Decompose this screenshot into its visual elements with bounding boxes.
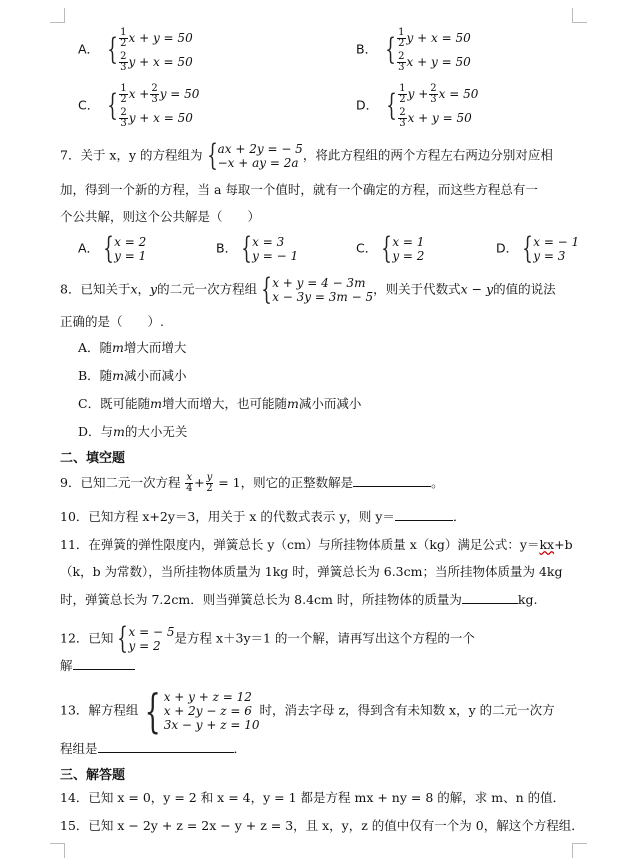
question-14: 14．已知 x = 0，y = 2 和 x = 4，y = 1 都是方程 mx + ny = 8 的解，求 m、n 的值． [60, 790, 566, 805]
question-11-line-3: 时，弹簧总长为 7.2cm．则当弹簧总长为 8.4cm 时，所挂物体的质量为 kg. [60, 592, 538, 607]
answer-blank-12[interactable] [73, 657, 135, 670]
option-8b: B．随m减小而减小 [78, 368, 187, 383]
option-8c: C．既可能随m增大而增大，也可能随m减小而减小 [78, 396, 362, 411]
section-2-heading: 二、填空题 [60, 451, 126, 466]
option-8d: D．与m的大小无关 [78, 424, 188, 439]
crop-mark-bottom-right [572, 843, 587, 858]
answer-blank-10[interactable] [395, 508, 453, 521]
question-13-line-1: 13．解方程组 { x + y + z = 12 x + 2y − z = 6 3x − y + z = 10 时，消去字母 z，得到含有未知数 x，y 的二元一次方 [60, 684, 555, 738]
option-6a: A． { $\frac{1}{2}$ x + y = 50 $\frac{2}{3}$ y + x = 50 [78, 27, 193, 73]
option-7a: A． { x = 2 y = 1 [78, 231, 147, 266]
option-7d: D． { x = − 1 y = 3 [496, 231, 580, 266]
option-6c: C． { $\frac{1}{2}$ x + $\frac{2}{3}$ y = 50 $\frac{2}{3}$ y + x = 50 [78, 83, 200, 129]
answer-blank-13[interactable] [98, 740, 234, 753]
crop-mark-top-right [572, 8, 587, 23]
question-12-line-2: 解 [60, 657, 135, 675]
question-7-line-3: 个公共解，则这个公共解是（ ） [60, 209, 261, 224]
section-3-heading: 三、解答题 [60, 768, 126, 783]
option-7b: B． { x = 3 y = − 1 [216, 231, 299, 266]
question-11-line-1: 11．在弹簧的弹性限度内，弹簧总长 y（cm）与所挂物体质量 x（kg）满足公式：y＝kx+b [60, 537, 573, 552]
option-6d: D． { $\frac{1}{2}$ y + $\frac{2}{3}$ x = 50 $\frac{2}{3}$ x + y = 50 [356, 83, 479, 129]
question-9: 9．已知二元一次方程 $\frac{x}{4}$ + $\frac{y}{2}$ = 1，则它的正整数解是 。 [60, 472, 444, 494]
crop-mark-top-left [50, 8, 65, 23]
question-10: 10．已知方程 x+2y＝3，用关于 x 的代数式表示 y，则 y＝ ． [60, 509, 466, 524]
question-15: 15．已知 x − 2y + z = 2x − y + z = 3，且 x，y，z 的值中仅有一个为 0，解这个方程组． [60, 818, 584, 833]
option-8a: A．随m增大而增大 [78, 340, 187, 355]
question-11-line-2: （k，b 为常数），当所挂物体质量为 1kg 时，弹簧总长为 6.3cm；当所挂物体质量为 4kg [60, 564, 563, 579]
crop-mark-bottom-left [50, 843, 65, 858]
question-7-line-2: 加，得到一个新的方程，当 a 每取一个值时，就有一个确定的方程，而这些方程总有一 [60, 182, 538, 197]
question-8-line-1: 8．已知关于x，y的二元一次方程组 { x + y = 4 − 3m x − 3y = 3m − 5 ，则关于代数式x − y的值的说法 [60, 272, 556, 307]
answer-blank-11[interactable] [462, 591, 518, 604]
question-7-line-1: 7．关于 x，y 的方程组为 { ax + 2y = − 5 −x + ay = 2a ，将此方程组的两个方程左右两边分别对应相 [60, 138, 553, 173]
option-6b: B． { $\frac{1}{2}$ y + x = 50 $\frac{2}{3}$ x + y = 50 [356, 27, 471, 73]
question-12-line-1: 12．已知 { x = − 5 y = 2 是方程 x＋3y＝1 的一个解，请再写出这个方程的一个 [60, 621, 475, 656]
question-13-line-2: 程组是 ． [60, 741, 247, 756]
option-7c: C． { x = 1 y = 2 [356, 231, 425, 266]
answer-blank-9[interactable] [353, 474, 431, 487]
question-8-line-2: 正确的是（ ）. [60, 314, 164, 329]
